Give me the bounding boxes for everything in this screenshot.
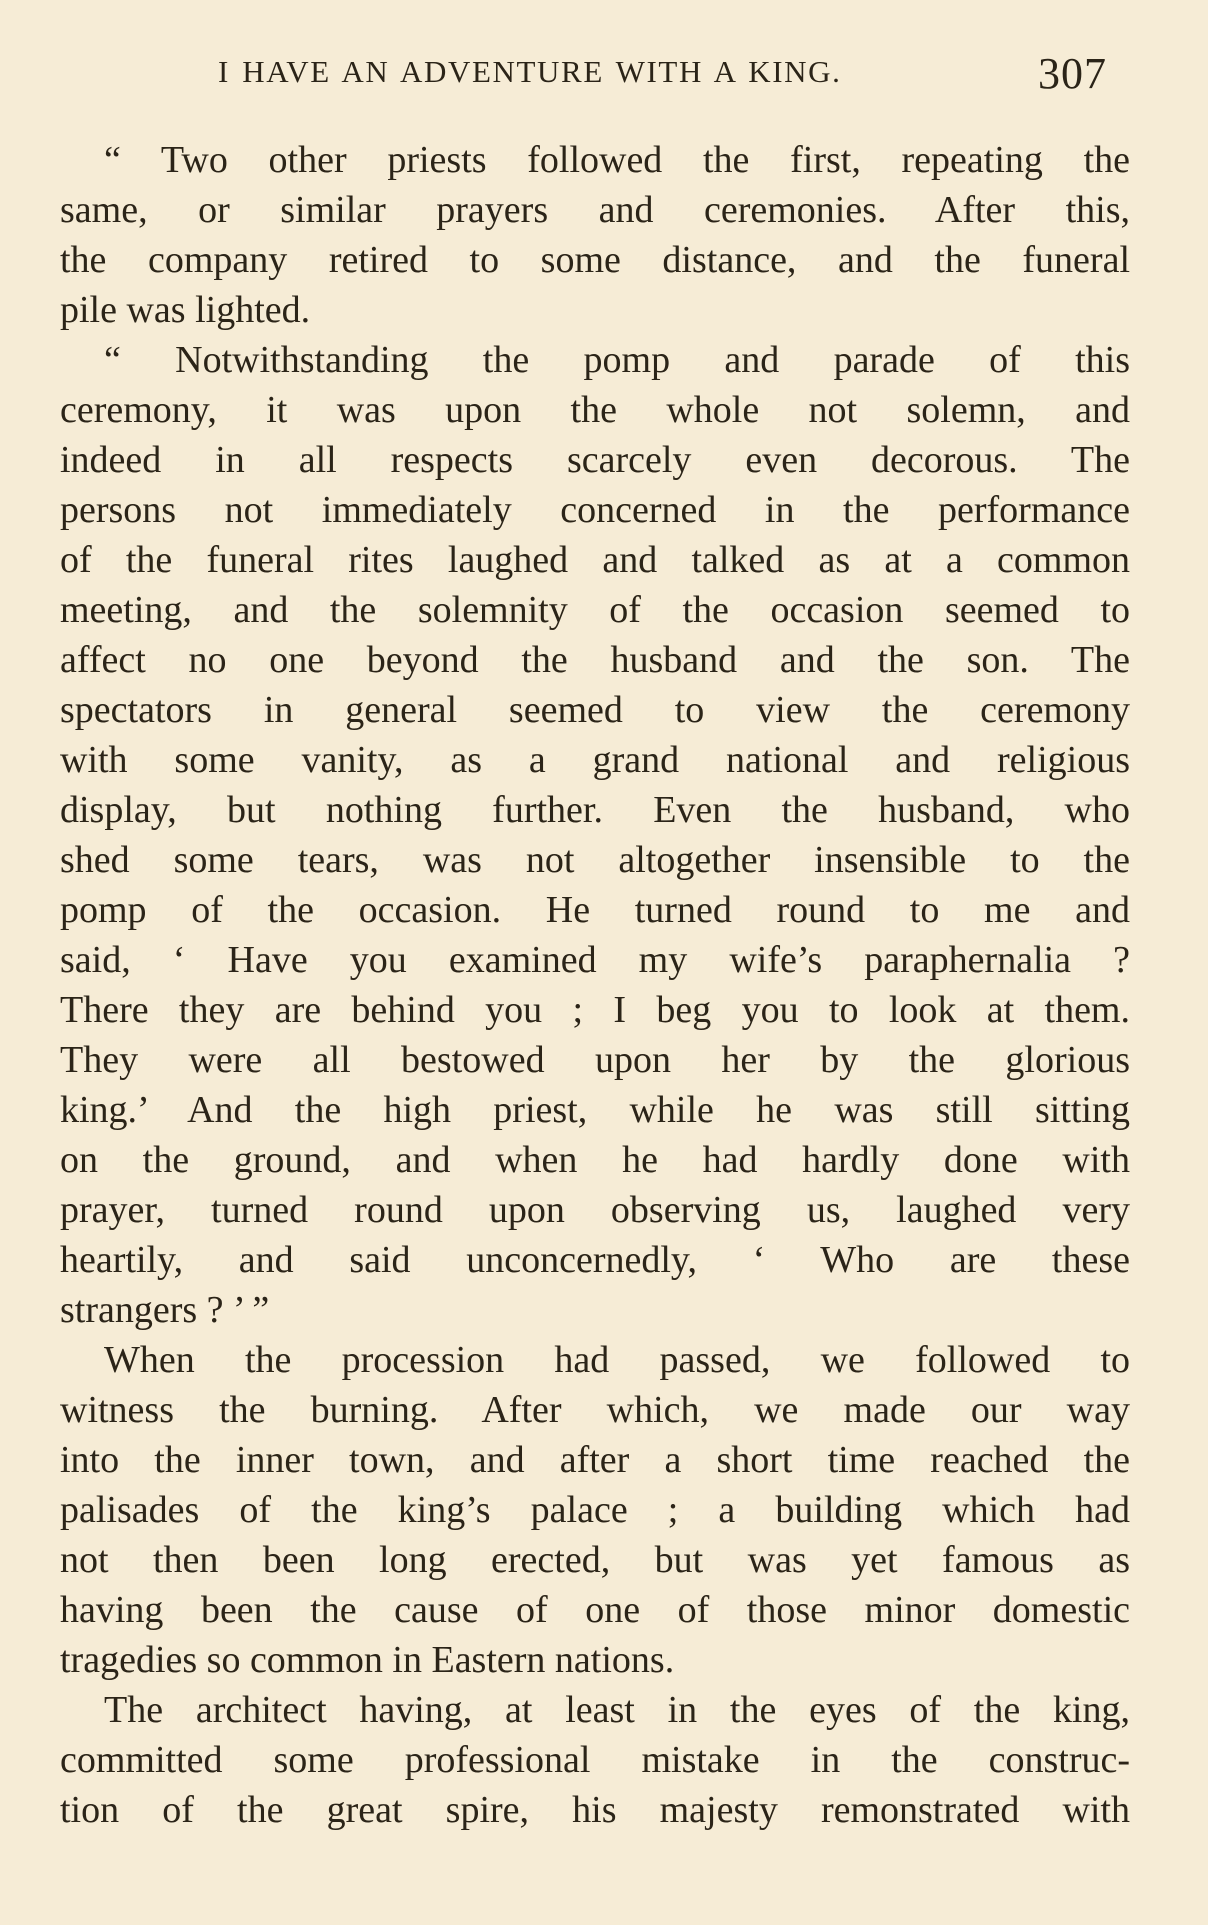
text-line: spectators in general seemed to view the ceremony <box>60 689 1130 731</box>
text-line: into the inner town, and after a short time reached the <box>60 1439 1130 1481</box>
text-line: tragedies so common in Eastern nations. <box>60 1639 675 1681</box>
body-text <box>60 135 1130 1835</box>
text-line: affect no one beyond the husband and the son. The <box>60 639 1130 681</box>
text-line: committed some professional mistake in the construc- <box>60 1739 1130 1781</box>
text-line: palisades of the king’s palace ; a building which had <box>60 1489 1130 1531</box>
text-line: shed some tears, was not altogether insensible to the <box>60 839 1130 881</box>
text-line: prayer, turned round upon observing us, laughed very <box>60 1189 1130 1231</box>
text-line: strangers ? ’ ” <box>60 1289 270 1331</box>
text-line: having been the cause of one of those minor domestic <box>60 1589 1130 1631</box>
text-line: “ Notwithstanding the pomp and parade of this <box>104 339 1130 381</box>
text-line: pomp of the occasion. He turned round to me and <box>60 889 1130 931</box>
text-line: of the funeral rites laughed and talked as at a common <box>60 539 1130 581</box>
text-line: pile was lighted. <box>60 289 311 331</box>
text-line: with some vanity, as a grand national and religious <box>60 739 1130 781</box>
text-line: indeed in all respects scarcely even decorous. The <box>60 439 1130 481</box>
text-line: The architect having, at least in the eyes of the king, <box>104 1689 1130 1731</box>
text-line: There they are behind you ; I beg you to look at them. <box>60 989 1130 1031</box>
text-line: not then been long erected, but was yet famous as <box>60 1539 1130 1581</box>
text-line: on the ground, and when he had hardly done with <box>60 1139 1130 1181</box>
text-line: witness the burning. After which, we made our way <box>60 1389 1130 1431</box>
text-line: tion of the great spire, his majesty remonstrated with <box>60 1789 1130 1831</box>
text-line: When the procession had passed, we followed to <box>104 1339 1130 1381</box>
page-number: 307 <box>1038 49 1107 98</box>
text-line: They were all bestowed upon her by the glorious <box>60 1039 1130 1081</box>
text-line: king.’ And the high priest, while he was still sitting <box>60 1089 1130 1131</box>
text-line: “ Two other priests followed the first, repeating the <box>104 139 1130 181</box>
text-line: same, or similar prayers and ceremonies. After this, <box>60 189 1130 231</box>
running-head <box>218 48 1118 98</box>
text-line: said, ‘ Have you examined my wife’s paraphernalia ? <box>60 939 1130 981</box>
text-line: the company retired to some distance, and the funeral <box>60 239 1130 281</box>
running-title: I HAVE AN ADVENTURE WITH A KING. <box>218 54 842 89</box>
text-line: meeting, and the solemnity of the occasion seemed to <box>60 589 1130 631</box>
text-line: heartily, and said unconcernedly, ‘ Who are these <box>60 1239 1130 1281</box>
text-line: persons not immediately concerned in the performance <box>60 489 1130 531</box>
text-line: display, but nothing further. Even the husband, who <box>60 789 1130 831</box>
text-line: ceremony, it was upon the whole not solemn, and <box>60 389 1130 431</box>
